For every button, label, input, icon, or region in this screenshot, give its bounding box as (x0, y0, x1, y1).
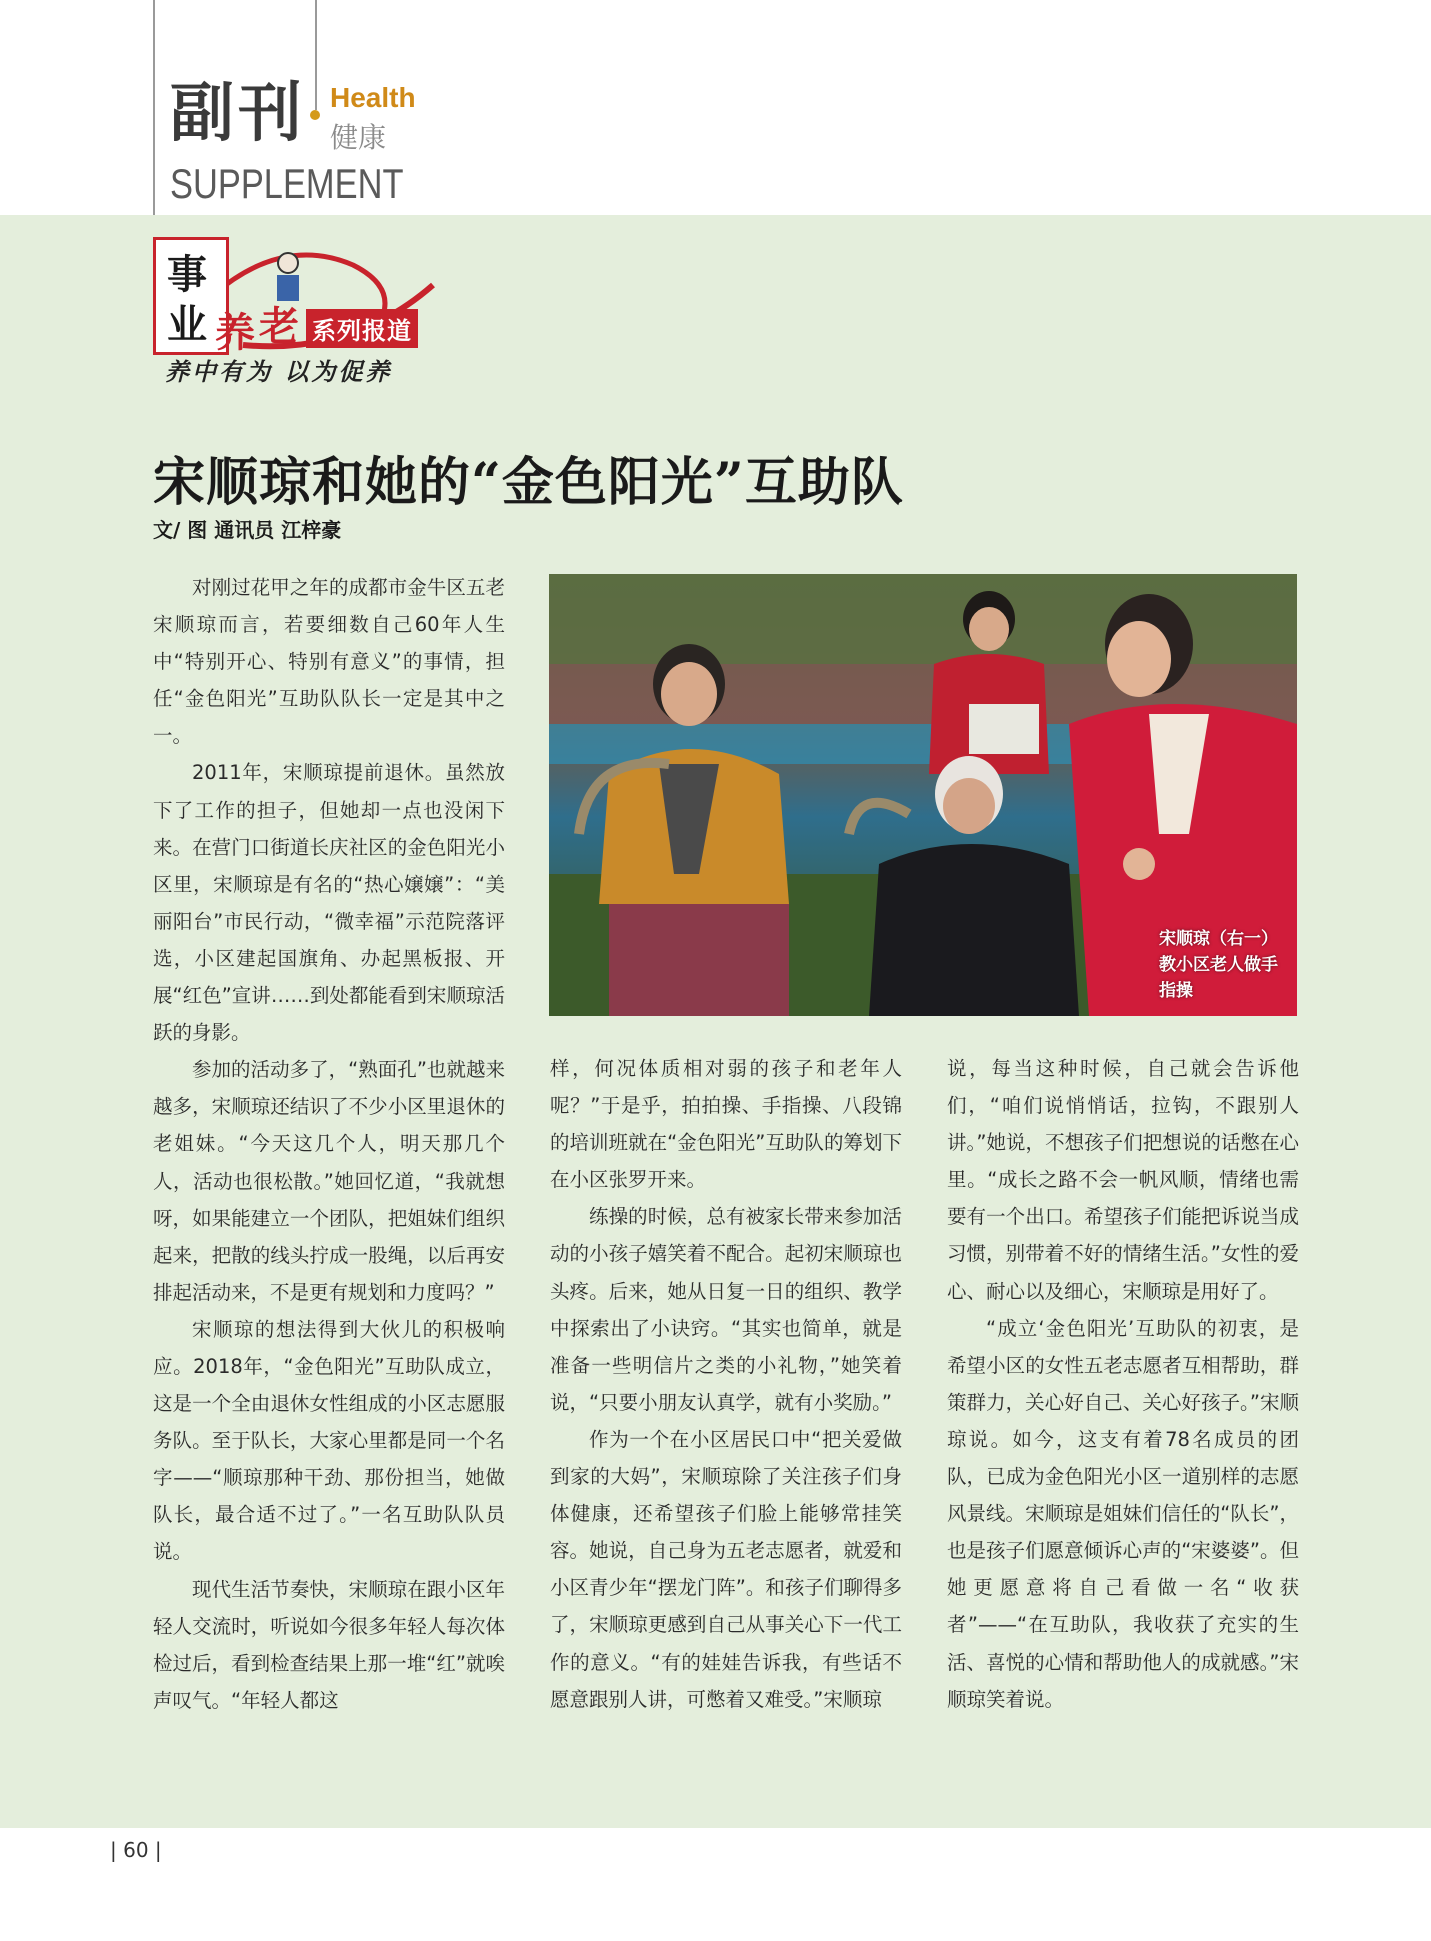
paragraph: 说，每当这种时候，自己就会告诉他们，“咱们说悄悄话，拉钩，不跟别人讲。”她说，不想孩子们把想说的话憋在心里。“成长之路不会一帆风顺，情绪也需要有一个出口。希望孩子们能把诉说当成习惯，别带着不好的情绪生活。”女性的爱心、耐心以及细心，宋顺琼是用好了。 (947, 1057, 1299, 1303)
page-number: | 60 | (110, 1838, 162, 1862)
series-label: 系列报道 (306, 309, 418, 348)
paragraph: 2011年，宋顺琼提前退休。虽然放下了工作的担子，但她却一点也没闲下来。在营门口街道长庆社区的金色阳光小区里，宋顺琼是有名的“热心嬢嬢”：“美丽阳台”市民行动，“微幸福”示范院落评选，小区建起国旗角、办起黑板报、开展“红色”宣讲……到处都能看到宋顺琼活跃的身影。 (153, 761, 505, 1045)
article-byline: 文/ 图 通讯员 江梓豪 (153, 518, 342, 542)
paragraph: 现代生活节奏快，宋顺琼在跟小区年轻人交流时，听说如今很多年轻人每次体检过后，看到检查结果上那一堆“红”就唉声叹气。“年轻人都这 (153, 1577, 505, 1712)
header-divider-right (315, 0, 317, 110)
paragraph: 作为一个在小区居民口中“把关爱做到家的大妈”，宋顺琼除了关注孩子们身体健康，还希望孩子们脸上能够常挂笑容。她说，自己身为五老志愿者，就爱和小区青少年“摆龙门阵”。和孩子们聊得多了，宋顺琼更感到自己从事关心下一代工作的意义。“有的娃娃告诉我，有些话不愿意跟别人讲，可憋着又难受。”宋顺琼 (550, 1427, 902, 1711)
section-title: 副刊 (170, 76, 306, 151)
series-char-3: 养 (215, 309, 255, 356)
header-divider-left (153, 0, 155, 215)
section-health-cn: 健康 (330, 121, 387, 154)
series-char-4: 老 (259, 303, 299, 350)
series-motto: 养中有为 以为促养 (165, 357, 393, 386)
article-column-3 (947, 1050, 1299, 1718)
article-photo (549, 574, 1297, 1016)
paragraph: 样，何况体质相对弱的孩子和老年人呢？”于是乎，拍拍操、手指操、八段锦的培训班就在“金色阳光”互助队的筹划下在小区张罗开来。 (550, 1057, 902, 1192)
paragraph: 对刚过花甲之年的成都市金牛区五老宋顺琼而言，若要细数自己60年人生中“特别开心、特别有意义”的事情，担任“金色阳光”互助队队长一定是其中之一。 (153, 576, 505, 748)
section-health-en: Health (330, 82, 416, 113)
paragraph: 练操的时候，总有被家长带来参加活动的小孩子嬉笑着不配合。起初宋顺琼也头疼。后来，她从日复一日的组织、教学中探索出了小诀窍。“其实也简单，就是准备一些明信片之类的小礼物，”她笑着说，“只要小朋友认真学，就有小奖励。” (550, 1205, 902, 1414)
paragraph: 宋顺琼的想法得到大伙儿的积极响应。2018年，“金色阳光”互助队成立，这是一个全由退休女性组成的小区志愿服务队。至于队长，大家心里都是同一个名字——“顺琼那种干劲、那份担当，她做队长，最合适不过了。”一名互助队队员说。 (153, 1317, 505, 1564)
article-title: 宋顺琼和她的“金色阳光”互助队 (153, 452, 904, 513)
paragraph: “成立‘金色阳光’互助队的初衷，是希望小区的女性五老志愿者互相帮助，群策群力，关心好自己、关心好孩子。”宋顺琼说。如今，这支有着78名成员的团队，已成为金色阳光小区一道别样的志愿风景线。宋顺琼是姐妹们信任的“队长”，也是孩子们愿意倾诉心声的“宋婆婆”。但她更愿意将自己看做一名“收获者”——“在互助队，我收获了充实的生活、喜悦的心情和帮助他人的成就感。”宋顺琼笑着说。 (947, 1316, 1299, 1711)
series-char-2: 业 (167, 301, 207, 348)
series-char-1: 事 (167, 251, 207, 298)
photo-caption: 宋顺琼（右一）教小区老人做手指操 (1159, 929, 1278, 1001)
article-column-1 (153, 569, 505, 1719)
section-supplement: SUPPLEMENT (170, 160, 404, 207)
article-column-2 (550, 1050, 902, 1718)
section-dot (310, 110, 320, 120)
paragraph: 参加的活动多了，“熟面孔”也就越来越多，宋顺琼还结识了不少小区里退休的老姐妹。“今天这几个人，明天那几个人，活动也很松散。”她回忆道，“我就想呀，如果能建立一个团队，把姐妹们组织起来，把散的线头拧成一股绳，以后再安排起活动来，不是更有规划和力度吗？” (153, 1058, 505, 1304)
